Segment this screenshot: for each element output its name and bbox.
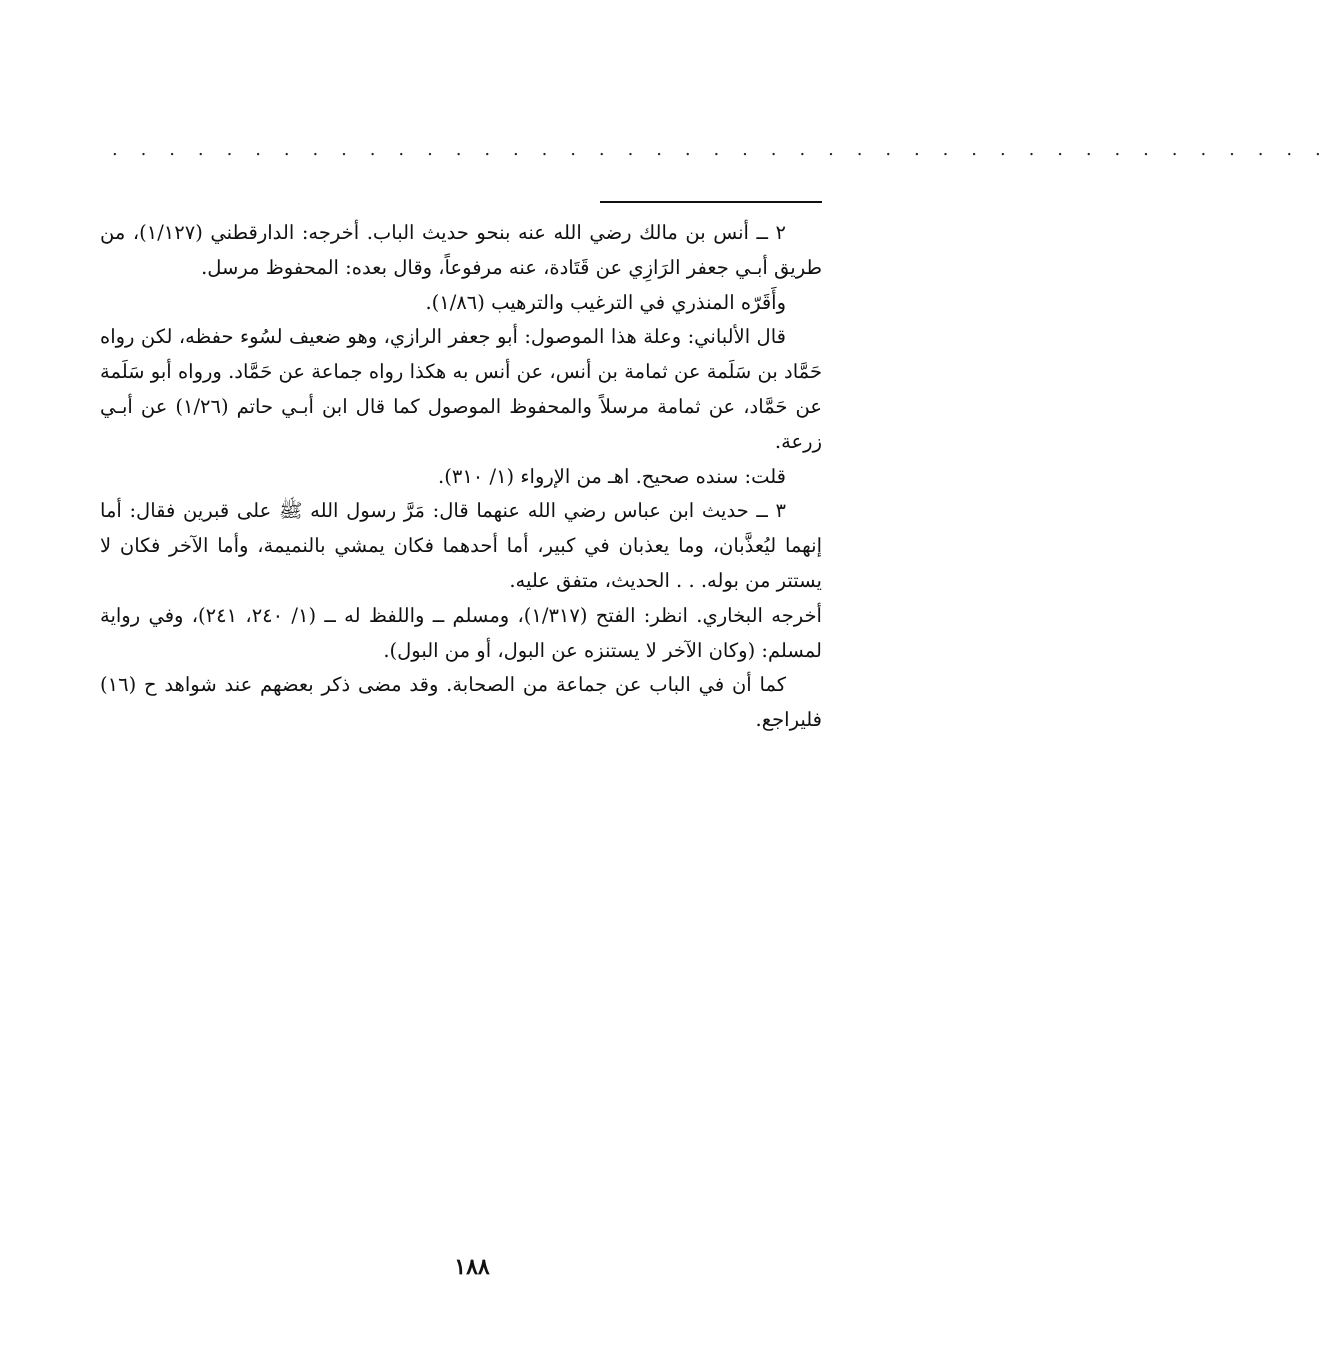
- footnote-rule: [600, 201, 822, 203]
- dotted-separator: . . . . . . . . . . . . . . . . . . . . . . . . . . . . . . . . . . . . . . . . . . .: [112, 139, 1329, 160]
- paragraph-closing-note: كما أن في الباب عن جماعة من الصحابة. وقد مضى ذكر بعضهم عند شواهد ح (١٦) فليراجع.: [100, 673, 822, 732]
- paragraph-bukhari-takhrij: أخرجه البخاري. انظر: الفتح (١/٣١٧)، ومسلم ــ واللفظ له ــ (١/ ٢٤٠، ٢٤١)، وفي رواية لمسلم: (وكان الآخر لا يستنزه عن البول، أو من البول).: [100, 603, 822, 662]
- paragraph-isnad-note: قلت: سنده صحيح. اهـ من الإرواء (١/ ٣١٠).: [438, 464, 786, 488]
- paragraph-ibn-abbas-hadith: ٣ ــ حديث ابن عباس رضي الله عنهما قال: مَرَّ رسول الله ﷺ على قبرين فقال: أما إنهما ليُعذَّبان، وما يعذبان في كبير، أما أحدهما فكان يمشي بالنميمة، وأما الآخر فكان لا يستتر من بوله. . . الحديث، متفق عليه.: [100, 499, 822, 592]
- footnote-body: [100, 216, 822, 738]
- paragraph-anas-hadith: ٢ ــ أنس بن مالك رضي الله عنه بنحو حديث الباب. أخرجه: الدارقطني (١/١٢٧)، من طريق أبـي جعفر الرَازِي عن قَتَادة، عنه مرفوعاً، وقال بعده: المحفوظ مرسل.: [100, 221, 822, 279]
- paragraph-mundhiri: وأَقَرّه المنذري في الترغيب والترهيب (١/٨٦).: [425, 290, 786, 314]
- paragraph-albani: قال الألباني: وعلة هذا الموصول: أبو جعفر الرازي، وهو ضعيف لسُوء حفظه، لكن رواه حَمَّاد بن سَلَمة عن ثمامة بن أنس، عن أنس به هكذا رواه جماعة عن حَمَّاد. ورواه أبو سَلَمة عن حَمَّاد، عن ثمامة مرسلاً والمحفوظ الموصول كما قال ابن أبـي حاتم (١/٢٦) عن أبـي زرعة.: [100, 325, 823, 453]
- page-number: ١٨٨: [454, 1254, 490, 1280]
